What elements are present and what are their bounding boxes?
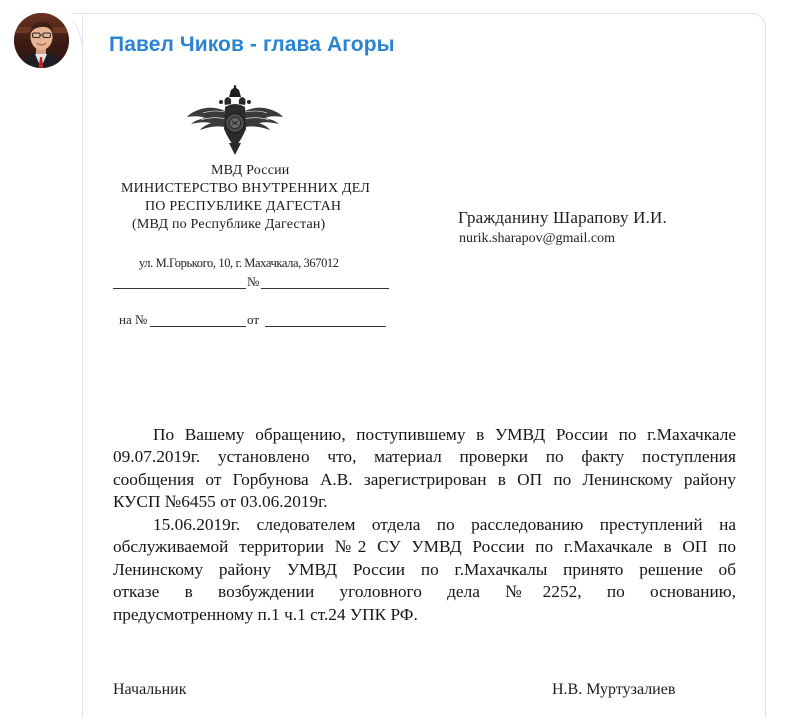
recipient-email: nurik.sharapov@gmail.com	[459, 231, 615, 246]
user-avatar-icon	[14, 13, 69, 68]
sender-name-link[interactable]: Павел Чиков - глава Агоры	[109, 33, 395, 56]
message-bubble-tail	[71, 13, 83, 43]
paragraph-1-line: 09.07.2019г. установлено что, материал проверки по факту поступления	[113, 447, 736, 467]
signature-position: Начальник	[113, 681, 187, 698]
paragraph-2-line: Ленинскому району УМВД России по г.Махачкалы принято решение об	[113, 559, 736, 579]
paragraph-1-line: сообщения от Горбунова А.В. зарегистрирован в ОП по Ленинскому району	[113, 469, 736, 489]
paragraph-2	[113, 514, 736, 626]
outgoing-number-sign: №	[247, 274, 260, 289]
paragraph-2-line: предусмотренному п.1 ч.1 ст.24 УПК РФ.	[113, 604, 418, 624]
signature-name: Н.В. Муртузалиев	[552, 681, 676, 698]
letterhead-line-2: МИНИСТЕРСТВО ВНУТРЕННИХ ДЕЛ	[121, 181, 371, 196]
letterhead-line-1: МВД России	[211, 163, 290, 178]
reply-number-blank	[150, 326, 246, 327]
paragraph-2-line: отказе в возбуждении уголовного дела №2252, по основанию,	[113, 582, 736, 602]
letterhead-line-4: (МВД по Республике Дагестан)	[132, 217, 326, 232]
paragraph-2-line: обслуживаемой территории №2 СУ УМВД России по г.Махачкале в ОП по	[113, 537, 736, 557]
paragraph-1	[113, 424, 736, 514]
paragraph-1-line: По Вашему обращению, поступившему в УМВД России по г.Махачкале	[153, 425, 736, 444]
letterhead-line-3: ПО РЕСПУБЛИКЕ ДАГЕСТАН	[145, 199, 342, 214]
document-image[interactable]	[83, 80, 765, 718]
sender-avatar[interactable]	[14, 13, 69, 68]
paragraph-2-line: 15.06.2019г. следователем отдела по расследованию преступлений на	[153, 515, 736, 534]
recipient-name: Гражданину Шарапову И.И.	[458, 208, 667, 227]
mvd-eagle-emblem-icon	[185, 85, 285, 157]
reply-date-blank	[265, 326, 386, 327]
reply-to-label: на №	[119, 312, 148, 327]
letterhead-address: ул. М.Горького, 10, г. Махачкала, 367012	[139, 256, 339, 270]
outgoing-number-blank	[261, 288, 389, 289]
outgoing-date-blank	[113, 288, 246, 289]
paragraph-1-line: КУСП №6455 от 03.06.2019г.	[113, 492, 328, 512]
reply-from-label: от	[247, 312, 260, 327]
